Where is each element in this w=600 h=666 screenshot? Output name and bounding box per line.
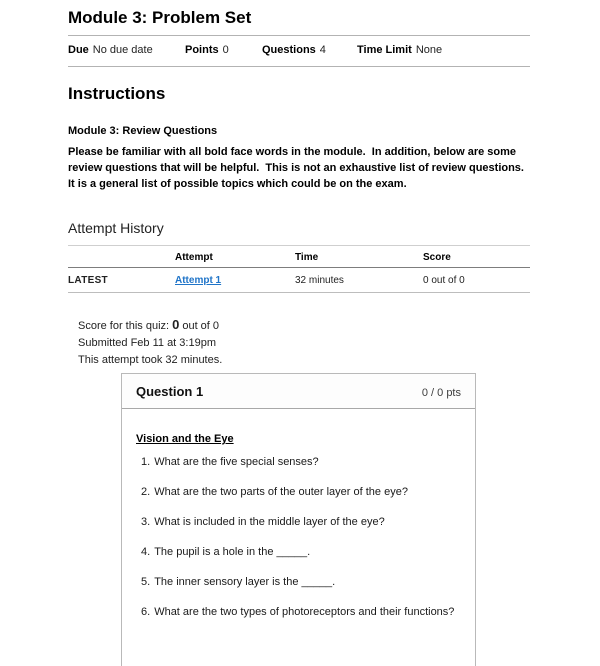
column-header-time: Time: [295, 246, 423, 268]
question-header: [122, 374, 475, 409]
duration-line: This attempt took 32 minutes.: [78, 354, 223, 366]
page-title: Module 3: Problem Set: [68, 8, 252, 27]
meta-due: [68, 44, 185, 57]
questions-value: 4: [319, 44, 326, 56]
item-text: What is included in the middle layer of the eye?: [154, 516, 385, 528]
question-card: [121, 373, 476, 666]
item-number: 6.: [141, 606, 151, 618]
submitted-line: Submitted Feb 11 at 3:19pm: [78, 337, 216, 349]
item-text: What are the five special senses?: [154, 456, 319, 468]
question-item: [141, 546, 461, 559]
question-title: Question 1: [136, 384, 204, 399]
question-item: [141, 456, 461, 469]
item-text: What are the two parts of the outer layer of the eye?: [154, 486, 408, 498]
item-number: 2.: [141, 486, 151, 498]
questions-label: Questions: [262, 44, 316, 56]
item-number: 1.: [141, 456, 151, 468]
instructions-body: Please be familiar with all bold face words in the module. In addition, below are some review questions that will be helpful. This is not an exhaustive list of review questions. It is a general list of possible topics which could be on the exam.: [68, 146, 531, 190]
item-number: 3.: [141, 516, 151, 528]
divider: [68, 66, 530, 67]
question-topic: Vision and the Eye: [136, 433, 234, 445]
column-header-attempt: Attempt: [175, 246, 295, 268]
score-prefix: Score for this quiz:: [78, 320, 170, 332]
column-header-score: Score: [423, 246, 530, 268]
points-value: 0: [222, 44, 229, 56]
score-value: 0: [172, 317, 180, 332]
question-item: [141, 576, 461, 589]
attempt-history-table: [68, 245, 530, 293]
item-text: The pupil is a hole in the _____.: [154, 546, 311, 558]
attempt-status-badge: LATEST: [68, 268, 175, 293]
time-limit-label: Time Limit: [357, 44, 412, 56]
due-label: Due: [68, 44, 89, 56]
question-item: [141, 516, 461, 529]
item-text: What are the two types of photoreceptors and their functions?: [154, 606, 455, 618]
question-item: [141, 486, 461, 499]
item-text: The inner sensory layer is the _____.: [154, 576, 336, 588]
item-number: 5.: [141, 576, 151, 588]
question-list: [136, 456, 461, 619]
table-header-row: [68, 246, 530, 268]
question-body: [122, 409, 475, 666]
column-header-status: [68, 246, 175, 268]
score-suffix: out of 0: [182, 320, 220, 332]
meta-time-limit: [357, 44, 442, 57]
meta-questions: [262, 44, 357, 57]
question-points: 0 / 0 pts: [421, 387, 461, 399]
quiz-meta-row: [68, 36, 530, 66]
time-limit-value: None: [415, 44, 443, 56]
instructions-heading: Instructions: [68, 84, 166, 103]
attempt-history-heading: Attempt History: [68, 220, 164, 236]
instructions-subheading: Module 3: Review Questions: [68, 125, 218, 137]
score-line: [78, 316, 530, 335]
meta-points: [185, 44, 262, 57]
points-label: Points: [185, 44, 219, 56]
question-item: [141, 606, 461, 619]
quiz-summary: [68, 316, 530, 369]
attempt-time-cell: 32 minutes: [295, 268, 423, 293]
table-row: [68, 268, 530, 293]
due-value: No due date: [92, 44, 153, 56]
item-number: 4.: [141, 546, 151, 558]
attempt-1-link[interactable]: Attempt 1: [175, 275, 222, 286]
attempt-score-cell: 0 out of 0: [423, 268, 530, 293]
